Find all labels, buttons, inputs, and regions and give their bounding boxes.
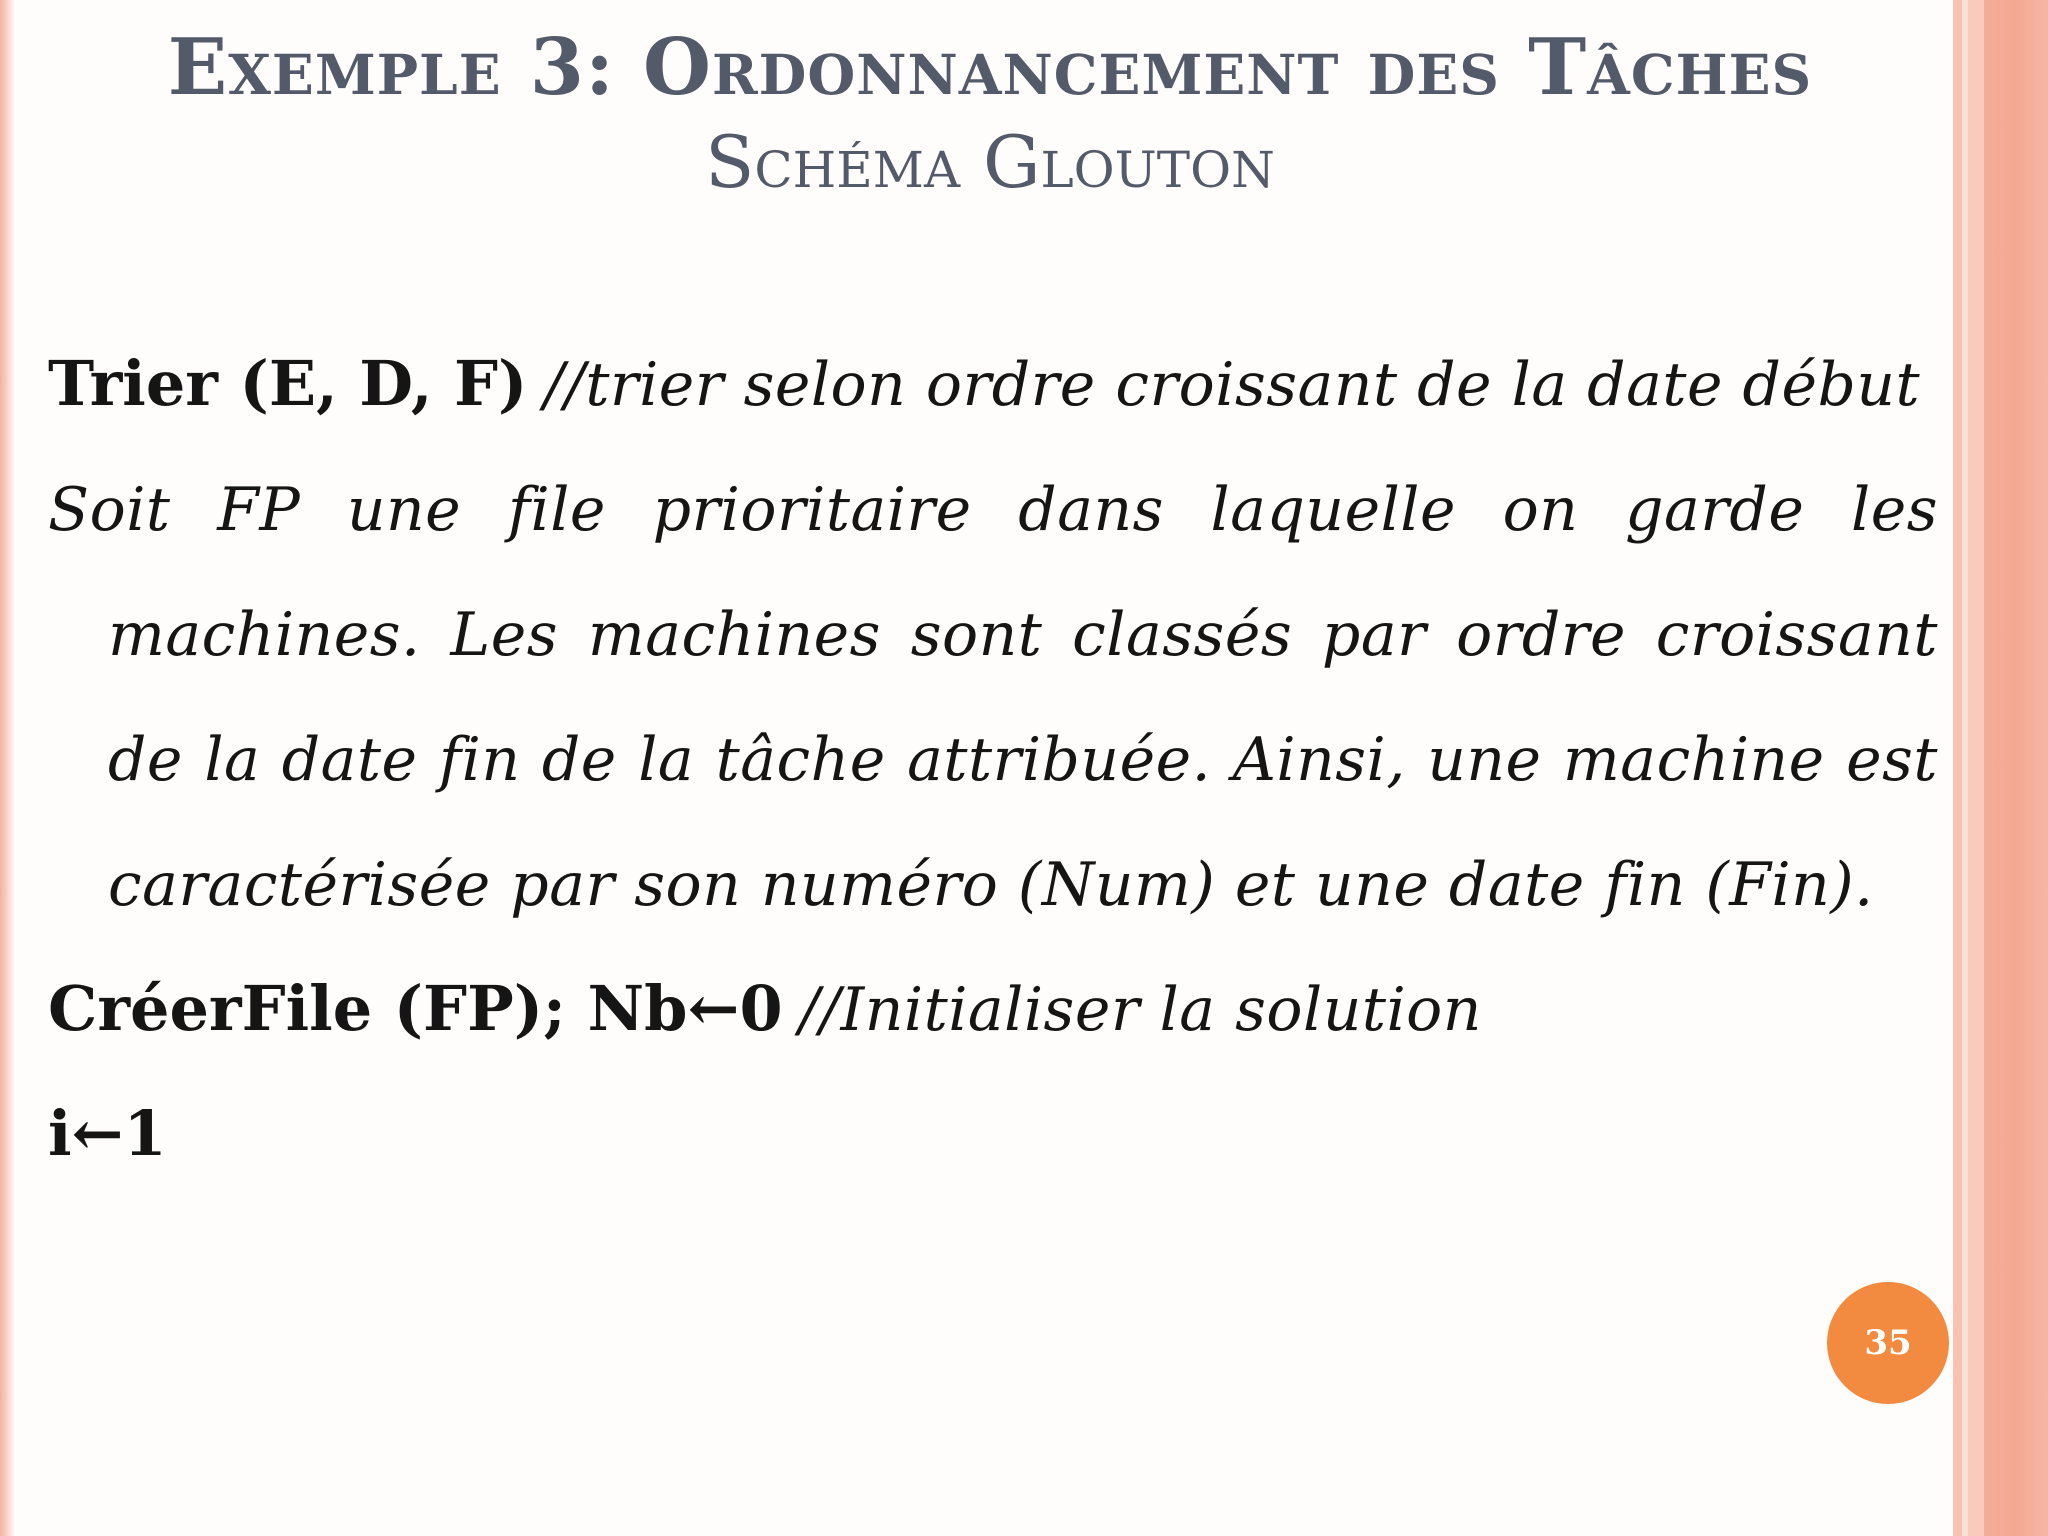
right-border-inner-stripe — [1953, 0, 1962, 1536]
paragraph-sort — [48, 322, 1938, 447]
init-instruction: CréerFile (FP); Nb←0 — [48, 972, 783, 1045]
priority-queue-description: Soit FP une file prioritaire dans laquelle on garde les machines. Les machines sont classés par ordre croissant de la date fin de la tâche attribuée. Ainsi, une machine est caractérisée par son numéro (Num) et une date fin (Fin). — [48, 475, 1938, 920]
index-instruction: i←1 — [48, 1097, 167, 1170]
slide-title-line1: Exemple 3: Ordonnancement des Tâches — [167, 22, 1813, 113]
left-border-decoration — [0, 0, 14, 1536]
paragraph-priority-queue — [48, 447, 1938, 947]
slide-title — [60, 22, 1920, 205]
sort-comment: //trier selon ordre croissant de la date début — [543, 350, 1921, 420]
slide-title-line2: Schéma Glouton — [705, 120, 1275, 205]
slide-content — [48, 322, 1938, 1196]
paragraph-index — [48, 1072, 1938, 1196]
right-border-outer-stripe — [1968, 0, 1984, 1536]
sort-instruction: Trier (E, D, F) — [48, 347, 528, 420]
paragraph-init — [48, 947, 1938, 1072]
init-comment: //Initialiser la solution — [799, 975, 1482, 1045]
page-number-badge: 35 — [1827, 1282, 1949, 1404]
right-border-band — [1984, 0, 2048, 1536]
